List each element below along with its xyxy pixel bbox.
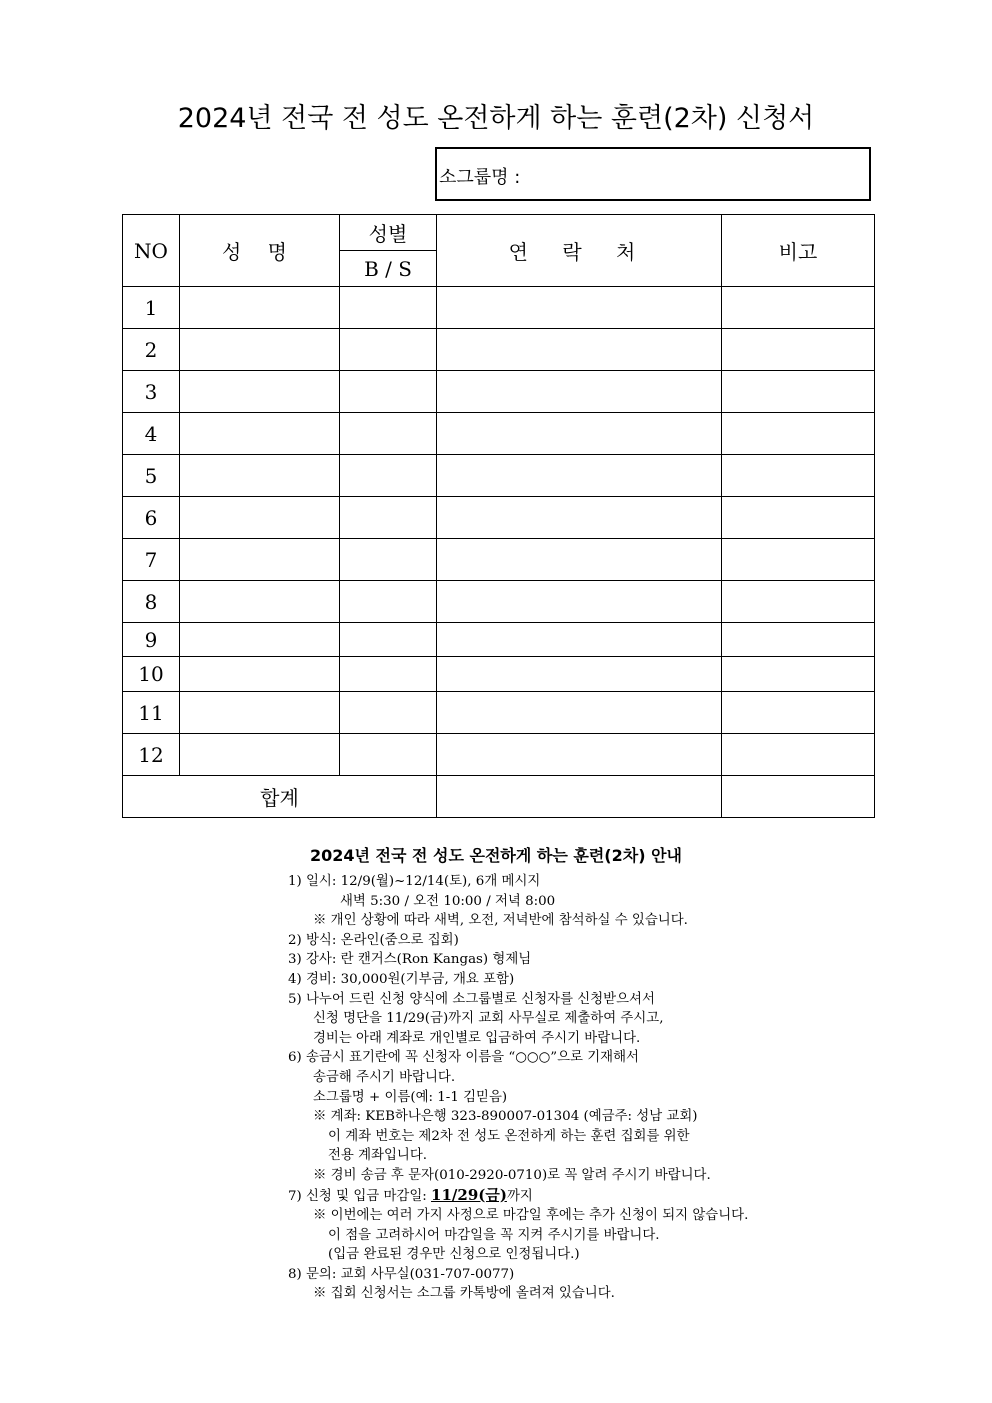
table-row bbox=[123, 371, 875, 413]
contact-cell[interactable] bbox=[437, 623, 722, 657]
name-cell[interactable] bbox=[180, 371, 340, 413]
row-number: 10 bbox=[123, 657, 180, 692]
table-row bbox=[123, 692, 875, 734]
row-number: 11 bbox=[123, 692, 180, 734]
total-label: 합계 bbox=[123, 776, 437, 818]
contact-cell[interactable] bbox=[437, 734, 722, 776]
gender-cell[interactable] bbox=[340, 657, 437, 692]
note-cell[interactable] bbox=[722, 455, 875, 497]
name-cell[interactable] bbox=[180, 623, 340, 657]
contact-cell[interactable] bbox=[437, 413, 722, 455]
gender-cell[interactable] bbox=[340, 413, 437, 455]
notice-line: ※ 개인 상황에 따라 새벽, 오전, 저녁반에 참석하실 수 있습니다. bbox=[313, 913, 688, 929]
group-name-box[interactable] bbox=[435, 147, 871, 201]
contact-cell[interactable] bbox=[437, 455, 722, 497]
note-cell[interactable] bbox=[722, 581, 875, 623]
name-cell[interactable] bbox=[180, 657, 340, 692]
note-cell[interactable] bbox=[722, 539, 875, 581]
name-cell[interactable] bbox=[180, 329, 340, 371]
note-cell[interactable] bbox=[722, 371, 875, 413]
notice-line: ※ 이번에는 여러 가지 사정으로 마감일 후에는 추가 신청이 되지 않습니다. bbox=[313, 1208, 749, 1224]
contact-cell[interactable] bbox=[437, 329, 722, 371]
notice-line: (입금 완료된 경우만 신청으로 인정됩니다.) bbox=[328, 1247, 580, 1263]
name-cell[interactable] bbox=[180, 497, 340, 539]
notice-line: 송금해 주시기 바랍니다. bbox=[313, 1069, 456, 1085]
table-row bbox=[123, 581, 875, 623]
table-row bbox=[123, 657, 875, 692]
notice-body bbox=[288, 872, 808, 1304]
note-cell[interactable] bbox=[722, 413, 875, 455]
notice-line: ※ 집회 신청서는 소그룹 카톡방에 올려져 있습니다. bbox=[313, 1286, 615, 1302]
header-no: NO bbox=[123, 215, 180, 287]
row-number: 1 bbox=[123, 287, 180, 329]
notice-line: ※ 계좌: KEB하나은행 323-890007-01304 (예금주: 성남 교회) bbox=[313, 1109, 698, 1125]
row-number: 3 bbox=[123, 371, 180, 413]
notice-line: 8) 문의: 교회 사무실(031-707-0077) bbox=[288, 1266, 515, 1282]
group-name-label: 소그룹명 : bbox=[439, 167, 521, 188]
header-note: 비고 bbox=[722, 215, 875, 287]
notice-deadline-line bbox=[288, 1186, 808, 1207]
header-name: 성 명 bbox=[180, 215, 340, 287]
notice-line: 경비는 아래 계좌로 개인별로 입금하여 주시기 바랍니다. bbox=[313, 1030, 641, 1046]
table-row bbox=[123, 623, 875, 657]
table-row bbox=[123, 497, 875, 539]
table-row bbox=[123, 539, 875, 581]
header-gender: 성별 bbox=[340, 215, 437, 251]
total-row bbox=[123, 776, 875, 818]
notice-line: 4) 경비: 30,000원(기부금, 개요 포함) bbox=[288, 971, 515, 987]
contact-cell[interactable] bbox=[437, 539, 722, 581]
name-cell[interactable] bbox=[180, 539, 340, 581]
table-row bbox=[123, 287, 875, 329]
row-number: 2 bbox=[123, 329, 180, 371]
notice-line: ※ 경비 송금 후 문자(010-2920-0710)로 꼭 알려 주시기 바랍니다. bbox=[313, 1167, 711, 1183]
note-cell[interactable] bbox=[722, 497, 875, 539]
notice-line: 6) 송금시 표기란에 꼭 신청자 이름을 “○○○”으로 기재해서 bbox=[288, 1050, 639, 1066]
name-cell[interactable] bbox=[180, 413, 340, 455]
form-title: 2024년 전국 전 성도 온전하게 하는 훈련(2차) 신청서 bbox=[177, 103, 815, 134]
deadline-prefix: 7) 신청 및 입금 마감일: bbox=[288, 1188, 432, 1204]
row-number: 8 bbox=[123, 581, 180, 623]
total-contact-cell[interactable] bbox=[437, 776, 722, 818]
header-contact: 연 락 처 bbox=[437, 215, 722, 287]
contact-cell[interactable] bbox=[437, 497, 722, 539]
gender-cell[interactable] bbox=[340, 371, 437, 413]
table-row bbox=[123, 734, 875, 776]
name-cell[interactable] bbox=[180, 734, 340, 776]
gender-cell[interactable] bbox=[340, 581, 437, 623]
note-cell[interactable] bbox=[722, 287, 875, 329]
row-number: 7 bbox=[123, 539, 180, 581]
notice-line: 전용 계좌입니다. bbox=[328, 1148, 428, 1164]
name-cell[interactable] bbox=[180, 692, 340, 734]
note-cell[interactable] bbox=[722, 329, 875, 371]
contact-cell[interactable] bbox=[437, 657, 722, 692]
table-row bbox=[123, 455, 875, 497]
name-cell[interactable] bbox=[180, 287, 340, 329]
table-row bbox=[123, 329, 875, 371]
note-cell[interactable] bbox=[722, 657, 875, 692]
notice-title: 2024년 전국 전 성도 온전하게 하는 훈련(2차) 안내 bbox=[309, 846, 683, 865]
notice-line: 2) 방식: 온라인(줌으로 집회) bbox=[288, 932, 459, 948]
table-row bbox=[123, 413, 875, 455]
gender-cell[interactable] bbox=[340, 497, 437, 539]
total-note-cell[interactable] bbox=[722, 776, 875, 818]
gender-cell[interactable] bbox=[340, 692, 437, 734]
row-number: 9 bbox=[123, 623, 180, 657]
notice-line: 이 계좌 번호는 제2차 전 성도 온전하게 하는 훈련 집회를 위한 bbox=[328, 1128, 690, 1144]
row-number: 5 bbox=[123, 455, 180, 497]
row-number: 4 bbox=[123, 413, 180, 455]
gender-cell[interactable] bbox=[340, 623, 437, 657]
row-number: 6 bbox=[123, 497, 180, 539]
header-gender-sub: B / S bbox=[340, 251, 437, 287]
notice-line: 새벽 5:30 / 오전 10:00 / 저녁 8:00 bbox=[340, 893, 556, 909]
notice-line: 5) 나누어 드린 신청 양식에 소그룹별로 신청자를 신청받으셔서 bbox=[288, 991, 655, 1007]
gender-cell[interactable] bbox=[340, 455, 437, 497]
gender-cell[interactable] bbox=[340, 329, 437, 371]
notice-line: 3) 강사: 란 캔거스(Ron Kangas) 형제님 bbox=[288, 952, 532, 968]
gender-cell[interactable] bbox=[340, 539, 437, 581]
notice-line: 이 점을 고려하시어 마감일을 꼭 지켜 주시기를 바랍니다. bbox=[328, 1227, 660, 1243]
note-cell[interactable] bbox=[722, 734, 875, 776]
row-number: 12 bbox=[123, 734, 180, 776]
notice-line: 1) 일시: 12/9(월)~12/14(토), 6개 메시지 bbox=[288, 874, 541, 889]
notice-line: 소그룹명 + 이름(예: 1-1 김믿음) bbox=[313, 1089, 508, 1105]
contact-cell[interactable] bbox=[437, 581, 722, 623]
note-cell[interactable] bbox=[722, 623, 875, 657]
registration-table bbox=[122, 214, 875, 818]
deadline-date: 11/29(금) bbox=[431, 1185, 507, 1204]
gender-cell[interactable] bbox=[340, 734, 437, 776]
notice-line: 신청 명단을 11/29(금)까지 교회 사무실로 제출하여 주시고, bbox=[313, 1011, 664, 1027]
name-cell[interactable] bbox=[180, 581, 340, 623]
contact-cell[interactable] bbox=[437, 287, 722, 329]
contact-cell[interactable] bbox=[437, 371, 722, 413]
deadline-suffix: 까지 bbox=[506, 1188, 533, 1204]
contact-cell[interactable] bbox=[437, 692, 722, 734]
gender-cell[interactable] bbox=[340, 287, 437, 329]
name-cell[interactable] bbox=[180, 455, 340, 497]
note-cell[interactable] bbox=[722, 692, 875, 734]
